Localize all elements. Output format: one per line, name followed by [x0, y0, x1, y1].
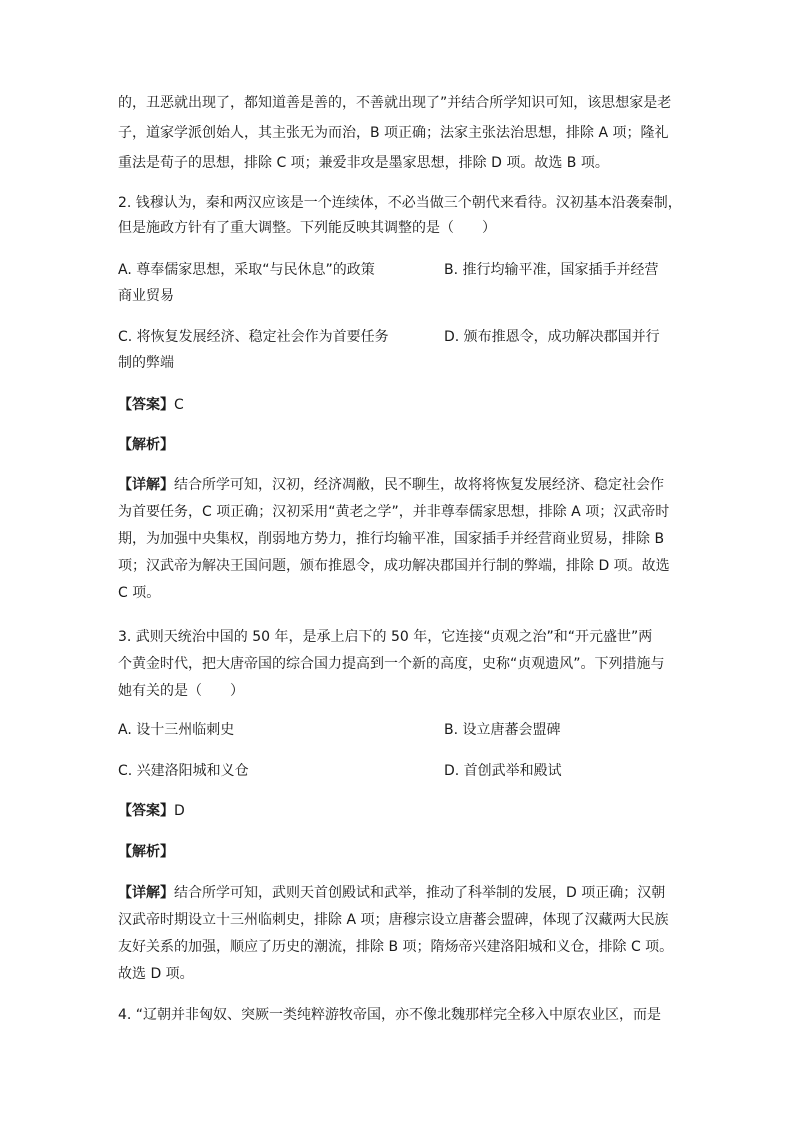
q2-option-c: C. 将恢复发展经济、稳定社会作为首要任务 — [118, 329, 389, 345]
q1-analysis-line-1: 的，丑恶就出现了，都知道善是善的，不善就出现了”并结合所学知识可知，该思想家是老 — [118, 95, 672, 111]
q2-option-b: B. 推行均输平准，国家插手并经营 — [444, 262, 659, 278]
q3-stem-line-3: 她有关的是（ ） — [118, 683, 244, 699]
q2-detail-line-2: 为首要任务，C 项正确；汉初采用“黄老之学”，并非尊奉儒家思想，排除 A 项；汉武帝时 — [118, 504, 670, 520]
q3-detail-line-4: 故选 D 项。 — [118, 966, 194, 982]
q2-detail-line-1 — [118, 475, 664, 495]
answer-label: 【答案】 — [118, 397, 174, 413]
q2-detail-line-4: 项；汉武帝为解决王国问题，颁布推恩令，成功解决郡国并行制的弊端，排除 D 项。故选 — [118, 558, 670, 574]
q1-analysis-line-2: 子，道家学派创始人，其主张无为而治，B 项正确；法家主张法治思想，排除 A 项；隆礼 — [118, 125, 669, 141]
q2-option-b-continued: 商业贸易 — [118, 288, 174, 304]
answer-label: 【答案】 — [118, 803, 174, 819]
q2-option-d: D. 颁布推恩令，成功解决郡国并行 — [444, 329, 660, 345]
detail-text: 结合所学可知，武则天首创殿试和武举，推动了科举制的发展，D 项正确；汉朝 — [174, 885, 666, 901]
q2-answer — [118, 395, 184, 415]
q3-stem-line-1: 3. 武则天统治中国的 50 年，是承上启下的 50 年，它连接“贞观之治”和“开元盛世”两 — [118, 629, 653, 645]
q3-analysis-label: 【解析】 — [118, 844, 174, 860]
answer-value: C — [174, 397, 184, 413]
q2-detail-line-5: C 项。 — [118, 585, 161, 601]
q3-option-c: C. 兴建洛阳城和义仓 — [118, 763, 249, 779]
q2-analysis-label: 【解析】 — [118, 437, 174, 453]
q3-stem-line-2: 个黄金时代，把大唐帝国的综合国力提高到一个新的高度，史称“贞观遗风”。下列措施与 — [118, 656, 665, 672]
detail-text: 结合所学可知，汉初，经济凋敝，民不聊生，故将将恢复发展经济、稳定社会作 — [174, 477, 664, 493]
q3-option-a: A. 设十三州临刺史 — [118, 722, 235, 738]
detail-label: 【详解】 — [118, 477, 174, 493]
q2-detail-line-3: 期，为加强中央集权，削弱地方势力，推行均输平准，国家插手并经营商业贸易，排除 B — [118, 531, 665, 547]
q4-stem-line-1: 4. “辽朝并非匈奴、突厥一类纯粹游牧帝国，亦不像北魏那样完全移入中原农业区，而是 — [118, 1007, 662, 1023]
q3-detail-line-2: 汉武帝时期设立十三州临刺史，排除 A 项；唐穆宗设立唐蕃会盟碑，体现了汉藏两大民族 — [118, 912, 669, 928]
q3-answer — [118, 801, 185, 821]
q3-detail-line-3: 友好关系的加强，顺应了历史的潮流，排除 B 项；隋炀帝兴建洛阳城和义仓，排除 C 项。 — [118, 939, 674, 955]
q1-analysis-line-3: 重法是荀子的思想，排除 C 项；兼爱非攻是墨家思想，排除 D 项。故选 B 项。 — [118, 155, 609, 171]
q2-option-d-continued: 制的弊端 — [118, 355, 174, 371]
q2-option-a: A. 尊奉儒家思想，采取“与民休息”的政策 — [118, 262, 375, 278]
q3-detail-line-1 — [118, 883, 665, 903]
detail-label: 【详解】 — [118, 885, 174, 901]
q2-stem-line-1: 2. 钱穆认为，秦和两汉应该是一个连续体，不必当做三个朝代来看待。汉初基本沿袭秦制， — [118, 195, 682, 211]
q2-stem-line-2: 但是施政方针有了重大调整。下列能反映其调整的是（ ） — [118, 220, 496, 236]
answer-value: D — [174, 803, 185, 819]
q3-option-b: B. 设立唐蕃会盟碑 — [444, 722, 561, 738]
q3-option-d: D. 首创武举和殿试 — [444, 763, 562, 779]
